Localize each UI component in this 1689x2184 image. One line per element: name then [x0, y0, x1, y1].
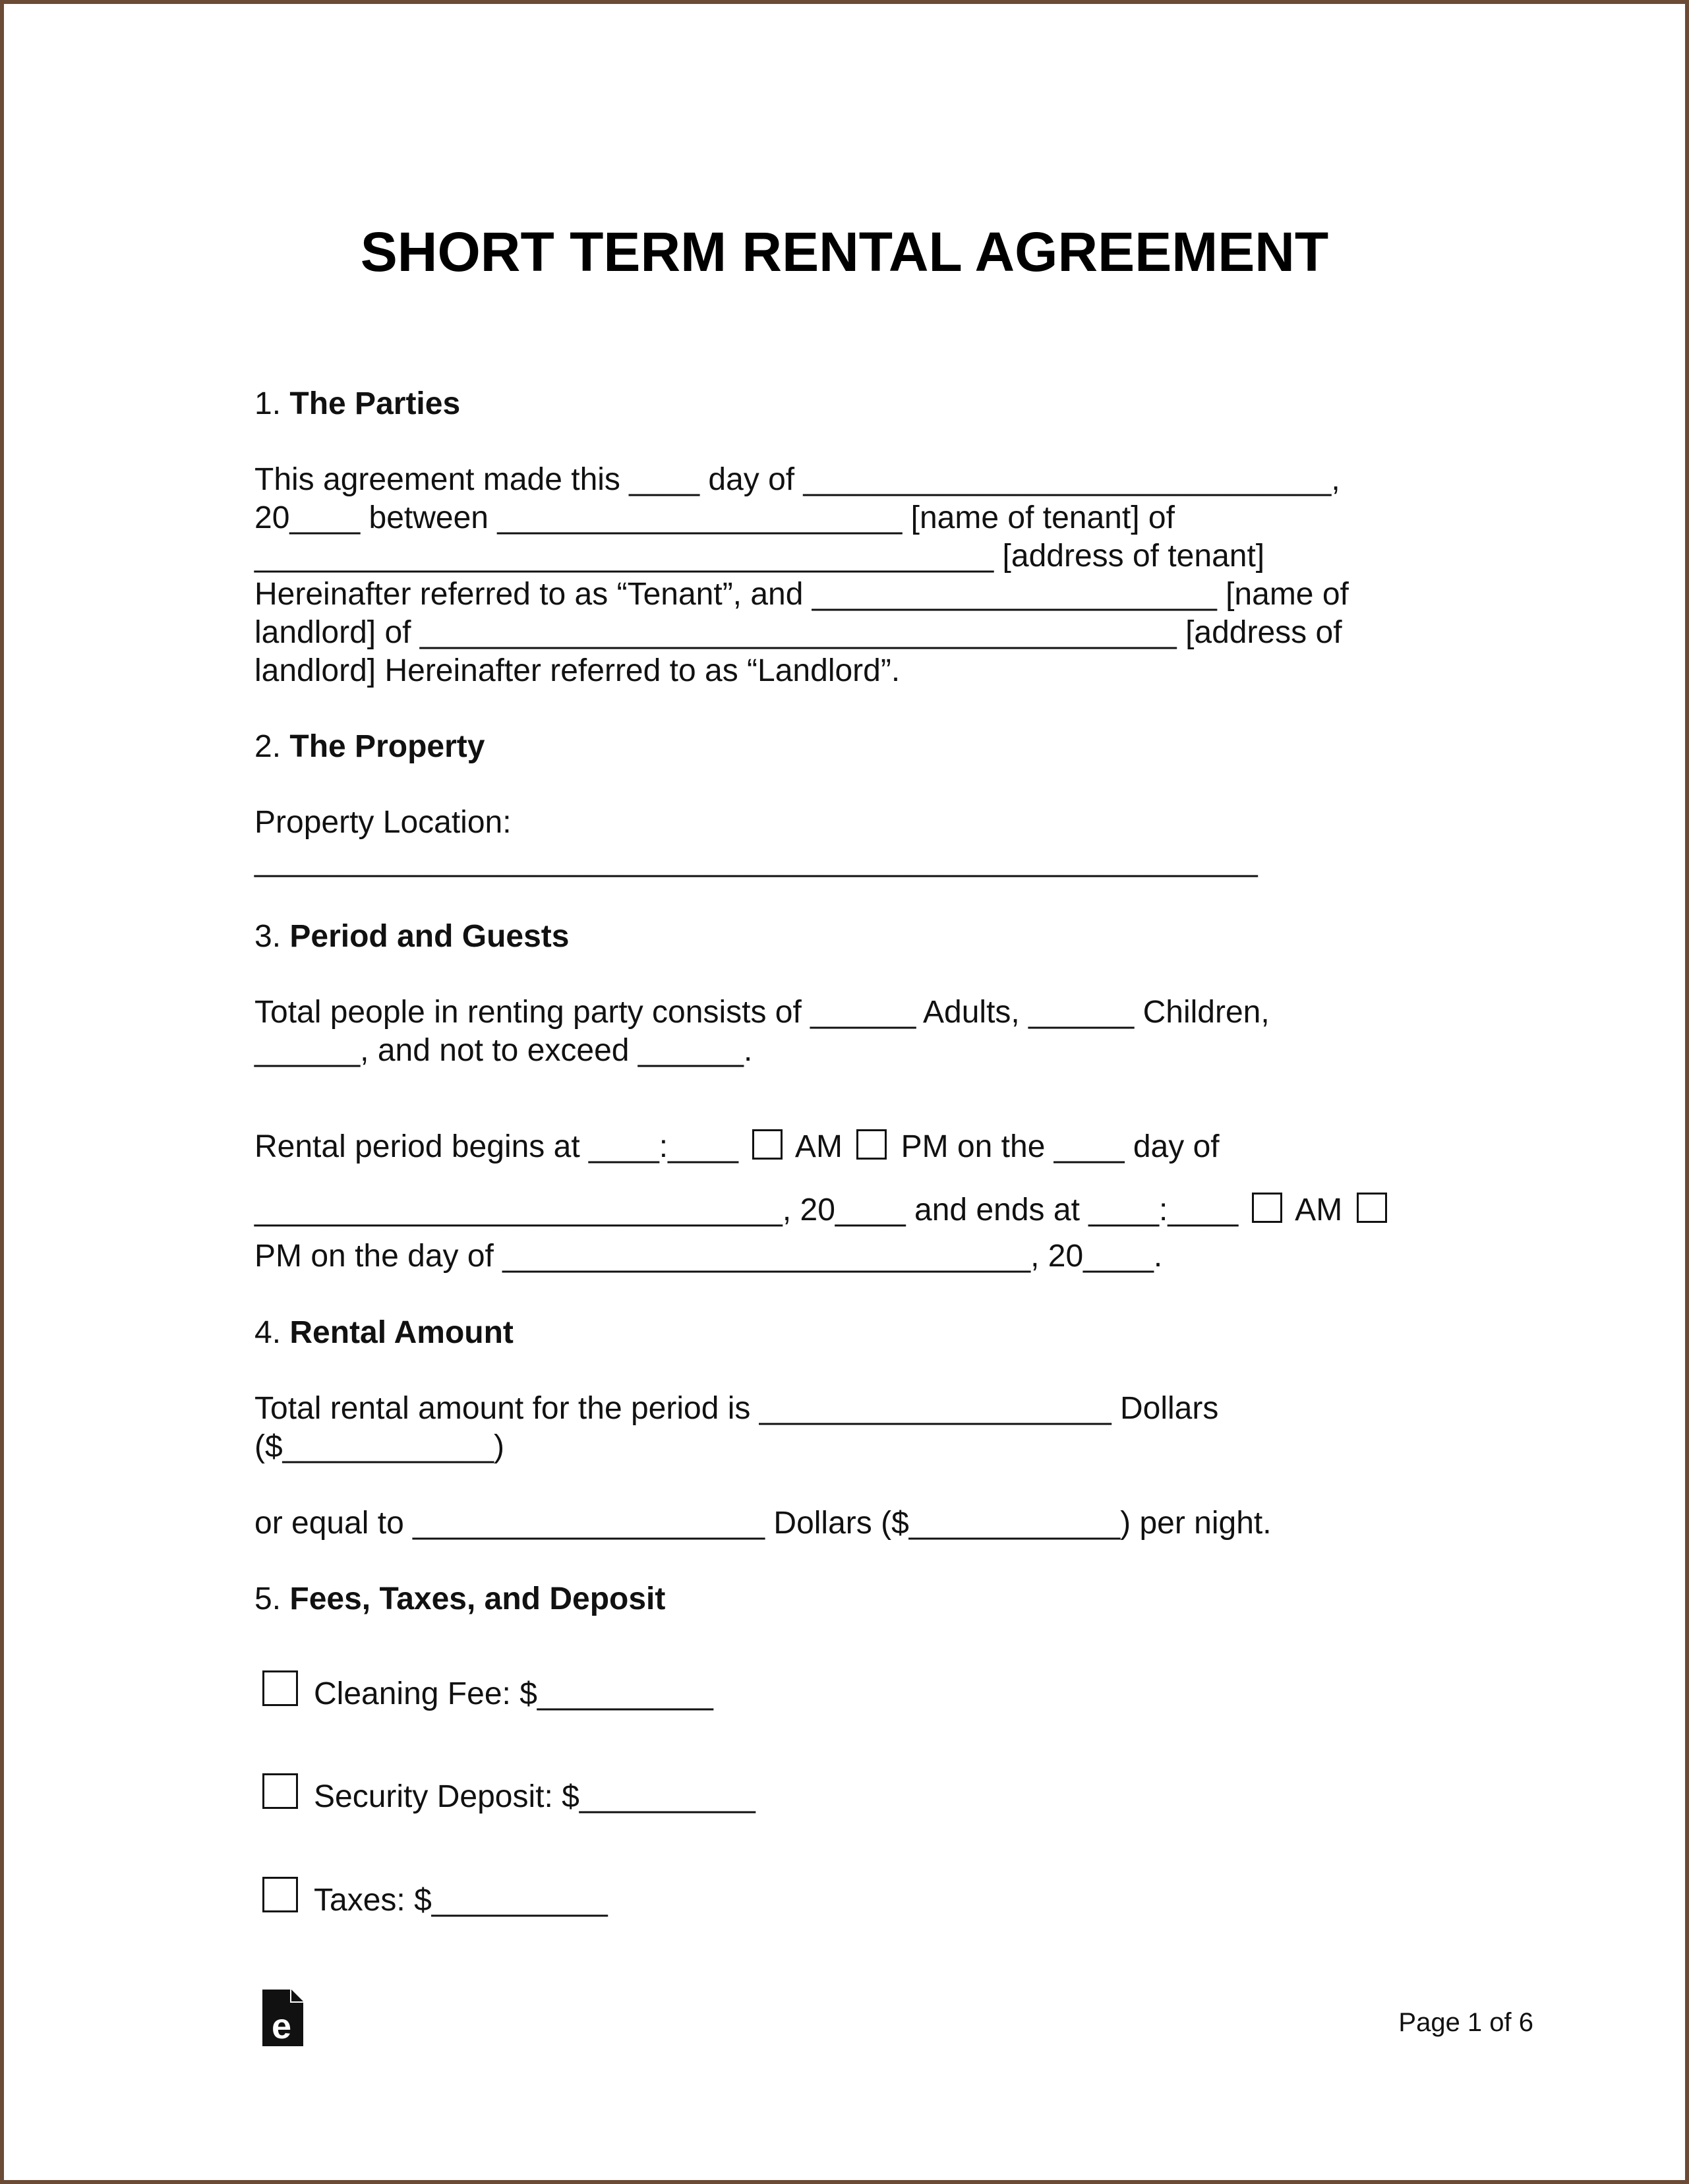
section-number: 2. [254, 729, 282, 764]
end-am-checkbox[interactable] [1252, 1193, 1282, 1223]
section-number: 3. [254, 919, 282, 954]
security-deposit-label: Security Deposit: $__________ [314, 1779, 756, 1814]
section-4-heading [254, 1314, 514, 1352]
section-5-heading [254, 1580, 665, 1618]
parties-line-2: 20____ between _______________________ [name of tenant] of [254, 500, 1175, 535]
rental-period-begin-line [254, 1128, 1220, 1166]
cleaning-fee-checkbox[interactable] [262, 1670, 298, 1706]
section-1-heading [254, 385, 460, 423]
taxes-checkbox[interactable] [262, 1877, 298, 1912]
section-number: 4. [254, 1315, 282, 1350]
guests-line-1: Total people in renting party consists of ______ Adults, ______ Children, [254, 995, 1270, 1030]
property-location-blank: _________________________________________________________ [254, 843, 1258, 878]
rental-amount-line-2: ($____________) [254, 1429, 505, 1464]
section-title: The Parties [289, 386, 461, 421]
begin-am-checkbox[interactable] [752, 1129, 783, 1160]
period-begin-time-text: Rental period begins at ____:____ [254, 1129, 748, 1164]
security-deposit-checkbox[interactable] [262, 1773, 298, 1809]
document-e-icon [262, 1990, 303, 2046]
rental-amount-line-1: Total rental amount for the period is ____________________ Dollars [254, 1391, 1219, 1426]
parties-line-3: __________________________________________ [address of tenant] [254, 539, 1265, 574]
begin-pm-checkbox[interactable] [856, 1129, 887, 1160]
parties-line-4: Hereinafter referred to as “Tenant”, and _______________________ [name of [254, 577, 1349, 612]
parties-line-5: landlord] of ___________________________________________ [address of [254, 615, 1342, 650]
parties-line-1: This agreement made this ____ day of ______________________________, [254, 462, 1340, 497]
am-label: AM [788, 1129, 852, 1164]
section-title: The Property [289, 729, 485, 764]
taxes-label: Taxes: $__________ [314, 1883, 608, 1918]
document-title: SHORT TERM RENTAL AGREEMENT [360, 221, 1329, 283]
end-pm-checkbox[interactable] [1357, 1193, 1387, 1223]
property-location-label: Property Location: [254, 805, 512, 840]
section-title: Fees, Taxes, and Deposit [289, 1581, 666, 1616]
section-title: Period and Guests [289, 919, 570, 954]
section-3-heading [254, 918, 569, 956]
page-number: Page 1 of 6 [1398, 2008, 1533, 2037]
section-title: Rental Amount [289, 1315, 514, 1350]
period-begin-date-text: PM on the ____ day of [892, 1129, 1220, 1164]
rental-period-end-line [254, 1191, 1392, 1229]
parties-line-6: landlord] Hereinafter referred to as “Landlord”. [254, 653, 901, 688]
section-2-heading [254, 728, 485, 766]
rental-period-end-date-line: PM on the day of ______________________________, 20____. [254, 1239, 1163, 1274]
am-label: AM [1288, 1193, 1351, 1227]
section-number: 1. [254, 386, 282, 421]
guests-line-2: ______, and not to exceed ______. [254, 1033, 753, 1068]
period-end-time-text: ______________________________, 20____ and ends at ____:____ [254, 1193, 1247, 1227]
section-number: 5. [254, 1581, 282, 1616]
svg-text:e: e [271, 2007, 292, 2046]
per-night-line: or equal to ____________________ Dollars ($____________) per night. [254, 1506, 1272, 1541]
cleaning-fee-label: Cleaning Fee: $__________ [314, 1676, 713, 1711]
